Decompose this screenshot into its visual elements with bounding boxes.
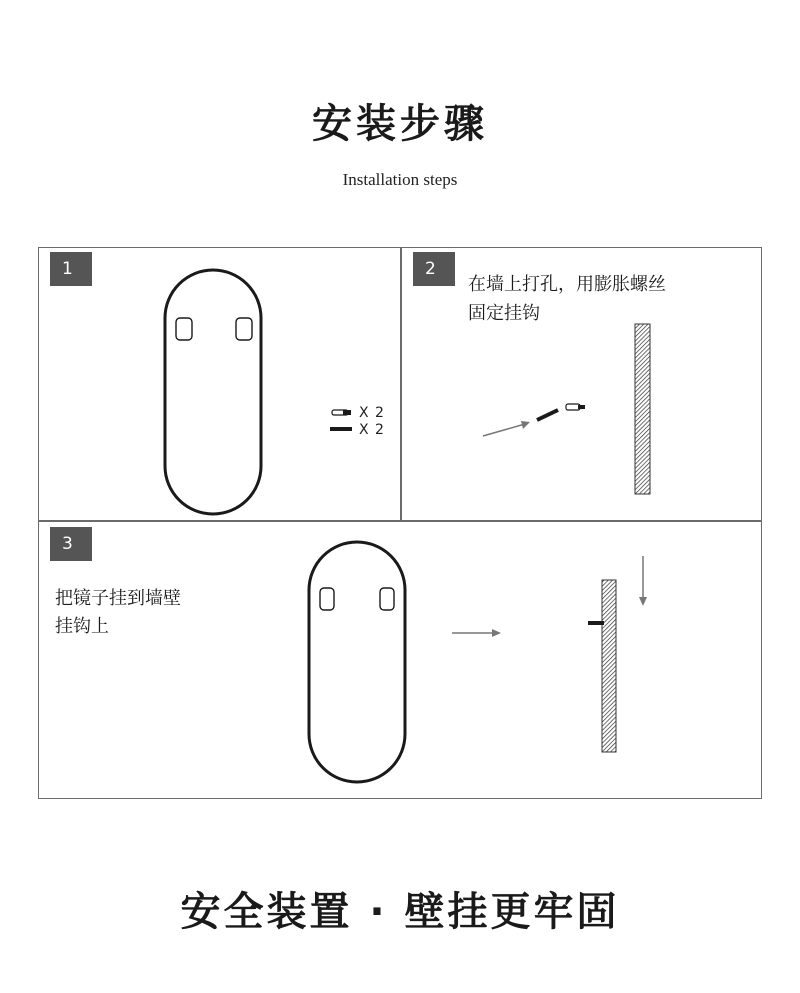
wall-hook-icon	[588, 621, 604, 625]
anchor-icon	[537, 410, 558, 420]
step-1-badge: 1	[50, 252, 92, 286]
page-subtitle: Installation steps	[342, 170, 458, 189]
wall-section-icon	[602, 580, 616, 752]
step-3-badge: 3	[50, 527, 92, 561]
wall-section-icon	[635, 324, 650, 494]
footer-slogan: 安全装置 · 壁挂更牢固	[180, 889, 620, 935]
arrow-right-icon	[452, 629, 501, 637]
step-2-instruction-line1: 在墙上打孔，用膨胀螺丝	[468, 274, 666, 295]
screw-icon	[566, 404, 585, 410]
screw-quantity: X 2	[359, 405, 385, 421]
page-title: 安装步骤	[312, 101, 488, 147]
mirror-back-icon	[165, 270, 261, 514]
anchor-icon	[330, 427, 352, 431]
step-2-badge: 2	[413, 252, 455, 286]
step-2-instruction-line2: 固定挂钩	[468, 303, 540, 324]
anchor-quantity: X 2	[359, 422, 385, 438]
step-3-instruction-line2: 挂钩上	[55, 616, 109, 637]
arrow-right-icon	[483, 421, 530, 436]
arrow-down-icon	[639, 556, 647, 606]
step-3-instruction-line1: 把镜子挂到墙壁	[55, 588, 181, 609]
screw-icon	[332, 410, 351, 415]
mirror-back-icon	[309, 542, 405, 782]
